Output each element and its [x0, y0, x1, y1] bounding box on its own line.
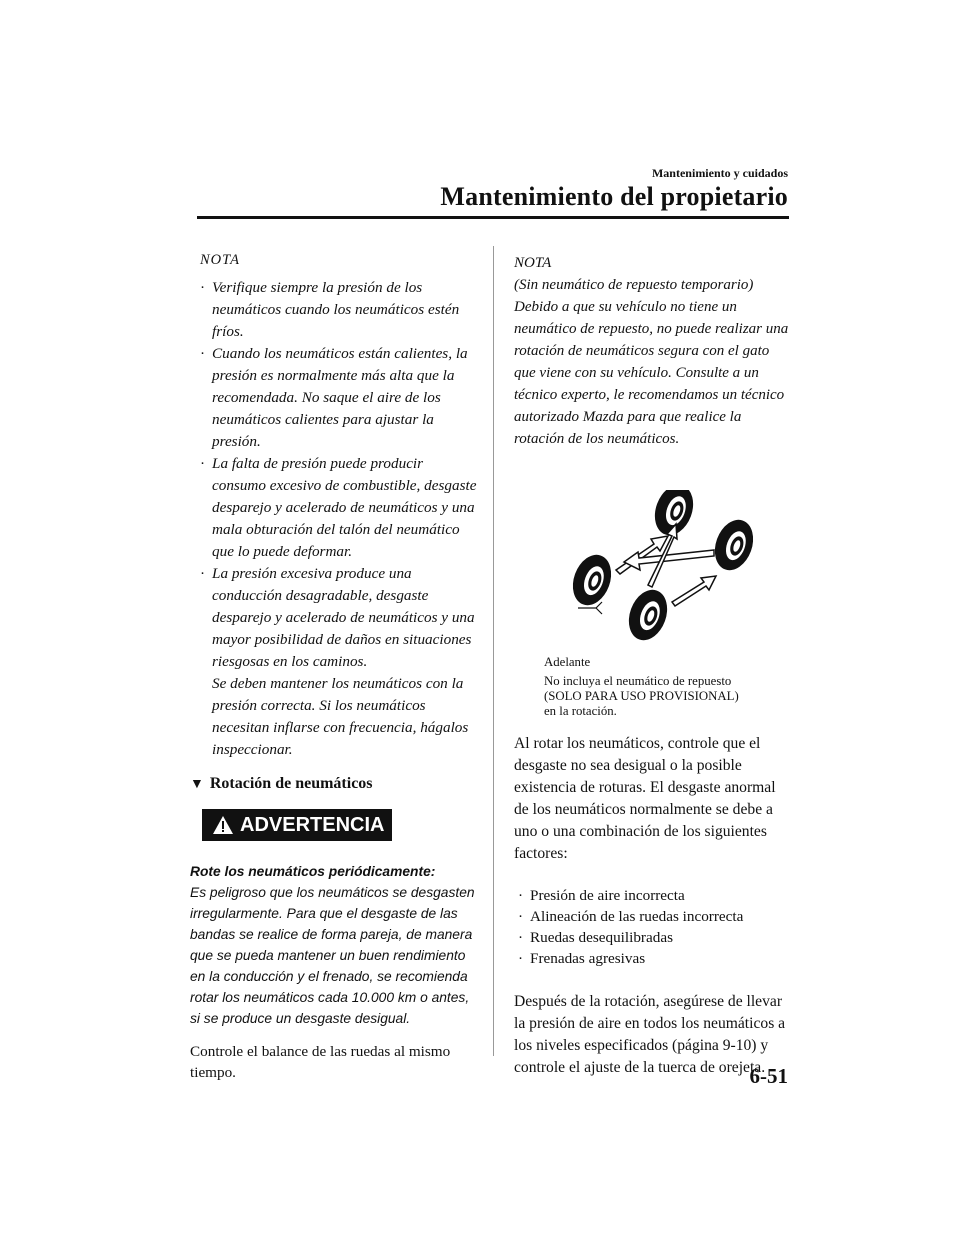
list-item: · Alineación de las ruedas incorrecta: [514, 906, 794, 927]
page-number: 6-51: [749, 1064, 788, 1088]
list-item: · Frenadas agresivas: [514, 948, 794, 969]
right-column: [514, 252, 794, 1079]
nota-subtitle: (Sin neumático de repuesto temporario): [514, 277, 754, 293]
note-bullet: · La falta de presión puede producir consumo excesivo de combustible, desgaste desparejo y acelerado de neumáticos y una mala obturación del talón del neumático que lo puede deformar.: [190, 453, 480, 563]
list-item: · Presión de aire incorrecta: [514, 885, 794, 906]
header-section: Mantenimiento y cuidados: [651, 166, 788, 180]
warning-icon: [212, 815, 234, 835]
nota-body: Debido a que su vehículo no tiene un neumático de repuesto, no puede realizar una rotación de neumáticos segura con el gato que viene con su vehículo. Consulte a un técnico experto, le recomendamos un técnico autorizado Mazda para que realice la rotación de los neumáticos.: [514, 299, 789, 447]
page-title: Mantenimiento del propietario: [440, 182, 788, 211]
factor-list: [514, 885, 794, 969]
tire-rear-right: [708, 514, 760, 575]
warning-banner: [202, 809, 392, 841]
list-item: · Ruedas desequilibradas: [514, 927, 794, 948]
tire-rear-left: [622, 584, 674, 645]
warning-body: Es peligroso que los neumáticos se desgasten irregularmente. Para que el desgaste de las bandas se realice de forma pareja, de manera que se pueda mantener un buen rendimiento en la conducción y el frenado, se recomienda rotar los neumáticos cada 10.000 km o antes, si se produce un desgaste desigual.: [190, 885, 475, 1026]
note-bullet: · Verifique siempre la presión de los neumáticos cuando los neumáticos estén fríos.: [190, 277, 480, 343]
caption-line: No incluya el neumático de repuesto: [544, 674, 732, 688]
caption-front: Adelante: [544, 655, 591, 669]
tire-rotation-diagram: [514, 490, 794, 650]
caption-line: (SOLO PARA USO PROVISIONAL): [544, 689, 739, 703]
column-divider: [493, 246, 494, 1056]
after-rotation-paragraph: Después de la rotación, asegúrese de llevar la presión de aire en todos los neumáticos a los niveles especificados (página 9-10) y controle el ajuste de la tuerca de orejeta.: [514, 993, 786, 1076]
rotation-paragraph: Al rotar los neumáticos, controle que el desgaste no sea desigual o la posible existencia de roturas. El desgaste anormal de los neumáticos normalmente se debe a uno o una combinación de los siguientes factores:: [514, 735, 776, 862]
nota-label: NOTA: [200, 252, 240, 268]
closing-paragraph: Controle el balance de las ruedas al mismo tiempo.: [190, 1043, 451, 1081]
header-rule: [197, 216, 789, 219]
section-heading: [190, 775, 480, 793]
tire-front-left: [566, 549, 618, 610]
note-bullet: · Cuando los neumáticos están calientes, la presión es normalmente más alta que la recomendada. No saque el aire de los neumáticos calientes para ajustar la presión.: [190, 343, 480, 453]
nota-label: NOTA: [514, 255, 552, 271]
warning-label: ADVERTENCIA: [240, 813, 385, 836]
warning-title: Rote los neumáticos periódicamente:: [190, 864, 436, 879]
note-bullet: · La presión excesiva produce una conducción desagradable, desgaste desparejo y acelerado de neumáticos y una mayor posibilidad de daños en situaciones riesgosas en los caminos.: [190, 563, 480, 673]
section-title: Rotación de neumáticos: [209, 775, 373, 792]
rotation-arrows: [616, 524, 716, 606]
left-column: [190, 252, 480, 1083]
triangle-down-icon: ▼: [190, 777, 204, 792]
caption-line: en la rotación.: [544, 704, 617, 718]
note-continuation: Se deben mantener los neumáticos con la presión correcta. Si los neumáticos necesitan inflarse con frecuencia, hágalos inspeccionar.: [212, 675, 469, 758]
